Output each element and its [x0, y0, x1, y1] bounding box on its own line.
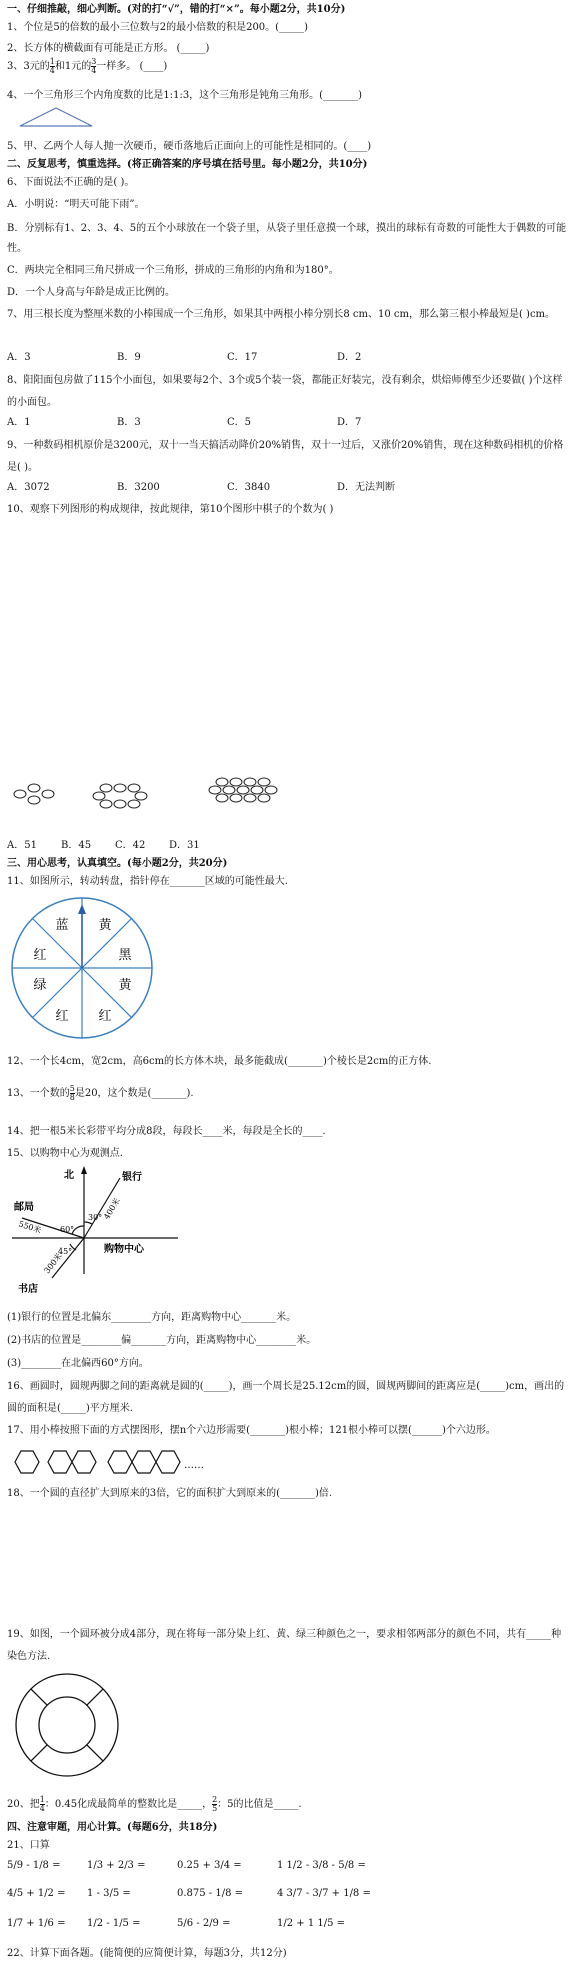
question-5: 5、甲、乙两个人每人抛一次硬币，硬币落地后正面向上的可能性是相同的。(____) — [7, 141, 372, 152]
fraction: $\frac{1}{4}$ — [39, 1795, 45, 1813]
question-1: 1、个位是5的倍数的最小三位数与2的最小倍数的积是200。(_____) — [7, 22, 308, 33]
spinner-figure — [10, 896, 154, 1040]
question-19: 19、如图，一个圆环被分成4部分，现在将每一部分染上红、黄、绿三种颜色之一，要求相邻两部分的颜色不同，共有_____种染色方法. — [7, 1629, 562, 1662]
chess-pattern-figure — [10, 760, 330, 808]
q9-options: A．3072 B．3200 C．3840 D．无法判断 — [7, 482, 396, 493]
distance-label: 400米 — [102, 1196, 123, 1222]
ring-figure — [14, 1672, 120, 1778]
oral-row-1: 5/9 - 1/8 = 1/3 + 2/3 = 0.25 + 3/4 = 1 1/2 - 3/8 - 5/8 = — [7, 1860, 366, 1871]
bank-label: 银行 — [122, 1172, 142, 1183]
question-4: 4、一个三角形三个内角度数的比是1:1:3，这个三角形是钝角三角形。(_______) — [7, 90, 362, 101]
oral-row-3: 1/7 + 1/6 = 1/2 - 1/5 = 5/6 - 2/9 = 1/2 + 1 1/5 = — [7, 1918, 346, 1929]
q6-option-d: D．一个人身高与年龄是成正比例的。 — [7, 287, 176, 298]
north-label: 北 — [64, 1170, 74, 1181]
question-3: 3、3元的 $\frac{1}{4}$ 和1元的 $\frac{3}{4}$ 一样多。 (____) — [7, 57, 168, 75]
direction-map-figure — [8, 1164, 188, 1294]
sector-label: 绿 — [33, 978, 47, 993]
section-heading-4: 四、注意审题，用心计算。(每题6分，共18分) — [7, 1822, 218, 1833]
question-15-1: (1)银行的位置是北偏东________方向，距离购物中心_______米。 — [7, 1312, 297, 1323]
shopping-center-label: 购物中心 — [104, 1244, 144, 1255]
sector-label: 红 — [55, 1009, 69, 1024]
distance-label: 550米 — [17, 1219, 43, 1236]
question-22: 22、计算下面各题。(能简便的应简便计算，每题3分，共12分) — [7, 1948, 287, 1959]
bookstore-label: 书店 — [18, 1284, 38, 1295]
question-7: 7、用三根长度为整厘米数的小棒围成一个三角形，如果其中两根小棒分别长8 cm、10 cm，那么第三根小棒最短是( )cm。 — [7, 309, 556, 320]
question-6: 6、下面说法不正确的是( )。 — [7, 177, 135, 188]
question-8: 8、阳阳面包房做了115个小面包，如果要每2个、3个或5个装一袋，都能正好装完，没有剩余，烘焙师傅至少还要做( )个这样的小面包。 — [7, 375, 563, 408]
fraction: $\frac{1}{4}$ — [49, 57, 55, 75]
q6-option-b: B．分别标有1、2、3、4、5的五个小球放在一个袋子里，从袋子里任意摸一个球，摸出的球标有奇数的可能性大于偶数的可能性。 — [7, 223, 567, 254]
question-10: 10、观察下列图形的构成规律，按此规律，第10个图形中棋子的个数为( ) — [7, 504, 334, 515]
sector-label: 红 — [98, 1009, 112, 1024]
question-21: 21、口算 — [7, 1840, 50, 1851]
q8-options: A．1 B．3 C．5 D．7 — [7, 417, 362, 428]
sector-label: 红 — [33, 948, 47, 963]
fraction: $\frac{2}{5}$ — [212, 1795, 218, 1813]
oral-row-2: 4/5 + 1/2 = 1 - 3/5 = 0.875 - 1/8 = 4 3/7 - 3/7 + 1/8 = — [7, 1888, 371, 1899]
question-16: 16、画圆时，圆规两脚之间的距离就是圆的(_____)，画一个周长是25.12cm的圆，圆规两脚间的距离应是(_____)cm，画出的圆的面积是(_____)平方厘米. — [7, 1381, 565, 1414]
sector-label: 黑 — [118, 948, 132, 963]
section-heading-2: 二、反复思考，慎重选择。(将正确答案的序号填在括号里。每小题2分，共10分) — [7, 159, 368, 170]
question-11: 11、如图所示，转动转盘，指针停在_______区域的可能性最大. — [7, 876, 288, 887]
fraction: $\frac{5}{8}$ — [69, 1084, 75, 1102]
sector-label: 黄 — [118, 978, 132, 993]
question-2: 2、长方体的横截面有可能是正方形。 (_____) — [7, 43, 210, 54]
post-office-label: 邮局 — [14, 1202, 34, 1213]
sector-label: 黄 — [98, 918, 112, 933]
distance-label: 300米 — [42, 1251, 64, 1276]
question-15-3: (3)________在北偏西60°方向。 — [7, 1358, 149, 1369]
section-heading-1: 一、仔细推敲，细心判断。(对的打“√”，错的打“×”。每小题2分，共10分) — [7, 4, 346, 15]
sector-label: 蓝 — [55, 918, 69, 933]
question-12: 12、一个长4cm，宽2cm，高6cm的长方体木块，最多能截成(_______)个棱长是2cm的正方体. — [7, 1056, 432, 1067]
q10-options: A．51 B．45 C．42 D．31 — [7, 840, 200, 851]
angle-label: 30° — [88, 1213, 103, 1222]
question-14: 14、把一根5米长彩带平均分成8段，每段长____米，每段是全长的____. — [7, 1126, 326, 1137]
hexagon-sticks-figure — [8, 1448, 248, 1478]
section-heading-3: 三、用心思考，认真填空。(每小题2分，共20分) — [7, 858, 228, 869]
question-15: 15、以购物中心为观测点. — [7, 1148, 123, 1159]
question-9: 9、一种数码相机原价是3200元，双十一当天搞活动降价20%销售，双十一过后，又涨价20%销售，现在这种数码相机的价格是( )。 — [7, 440, 564, 473]
question-17: 17、用小棒按照下面的方式摆图形，摆n个六边形需要(_______)根小棒；121根小棒可以摆(______)个六边形。 — [7, 1425, 496, 1436]
question-15-2: (2)书店的位置是________偏_______方向，距离购物中心________米。 — [7, 1335, 317, 1346]
angle-label: 45° — [58, 1247, 73, 1256]
q6-option-a: A．小明说：“明天可能下雨”。 — [7, 199, 145, 210]
q6-option-c: C．两块完全相同三角尺拼成一个三角形，拼成的三角形的内角和为180°。 — [7, 265, 339, 276]
angle-label: 60° — [60, 1225, 75, 1234]
question-13: 13、一个数的 $\frac{5}{8}$ 是20，这个数是(_______). — [7, 1084, 194, 1102]
obtuse-triangle-figure — [18, 106, 94, 128]
q7-options: A．3 B．9 C．17 D．2 — [7, 352, 362, 363]
fraction: $\frac{3}{4}$ — [91, 57, 97, 75]
continuation-dots: …… — [184, 1460, 204, 1471]
question-18: 18、一个圆的直径扩大到原来的3倍，它的面积扩大到原来的(_______)倍. — [7, 1488, 333, 1499]
question-20: 20、把 $\frac{1}{4}$ ：0.45化成最简单的整数比是_____， $\frac{2}{5}$ ：5的比值是_____. — [7, 1795, 302, 1813]
